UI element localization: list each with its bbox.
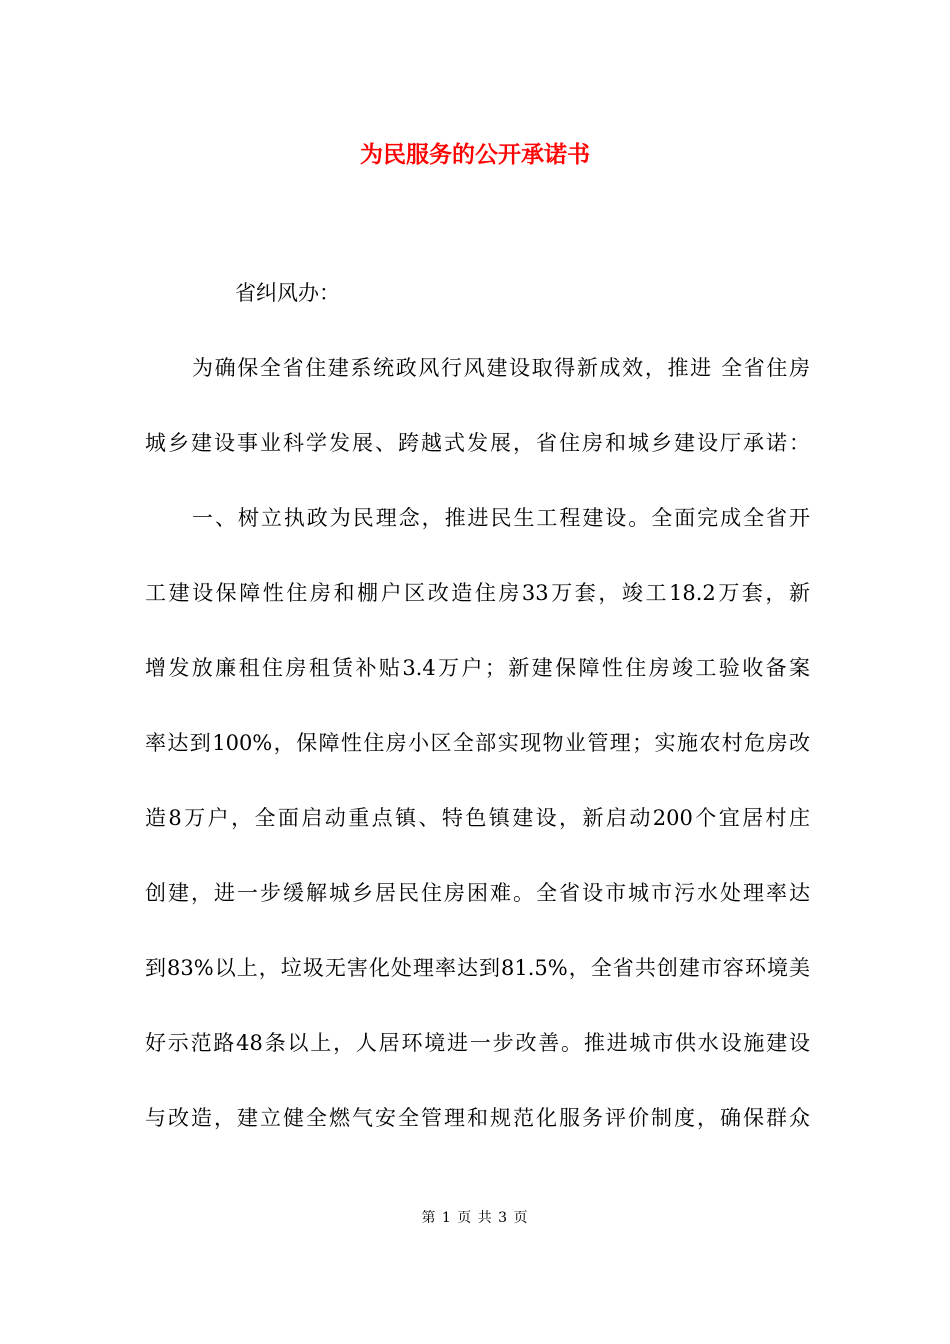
paragraph-line: 率达到100%，保障性住房小区全部实现物业管理；实施农村危房改 (145, 731, 810, 755)
document-title: 为民服务的公开承诺书 (360, 142, 590, 168)
paragraph-line: 创建，进一步缓解城乡居民住房困难。全省设市城市污水处理率达 (145, 881, 810, 905)
paragraph-line: 增发放廉租住房租赁补贴3.4万户；新建保障性住房竣工验收备案 (145, 656, 810, 680)
paragraph-line: 城乡建设事业科学发展、跨越式发展，省住房和城乡建设厅承诺： (145, 431, 810, 455)
paragraph-line: 造8万户，全面启动重点镇、特色镇建设，新启动200个宜居村庄 (145, 806, 810, 830)
paragraph-line: 为确保全省住建系统政风行风建设取得新成效，推进 全省住房 (192, 356, 810, 380)
paragraph-line: 工建设保障性住房和棚户区改造住房33万套，竣工18.2万套，新 (145, 581, 810, 605)
paragraph-line: 与改造，建立健全燃气安全管理和规范化服务评价制度，确保群众 (145, 1106, 810, 1130)
paragraph-line: 一、树立执政为民理念，推进民生工程建设。全面完成全省开 (192, 506, 810, 530)
paragraph-line: 到83%以上，垃圾无害化处理率达到81.5%，全省共创建市容环境美 (145, 956, 810, 980)
page-footer: 第 1 页 共 3 页 (421, 1210, 529, 1226)
salutation: 省纠风办： (235, 281, 340, 305)
paragraph-line: 好示范路48条以上，人居环境进一步改善。推进城市供水设施建设 (145, 1031, 810, 1055)
